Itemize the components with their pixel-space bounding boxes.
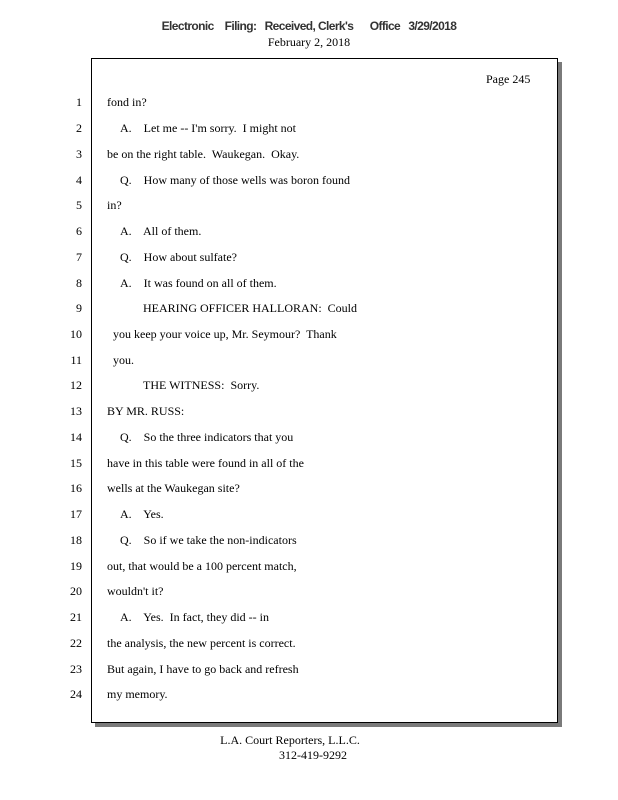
line-number: 7 — [76, 250, 82, 264]
transcript-line: wouldn't it? — [107, 584, 164, 598]
reporter-phone: 312-419-9292 — [279, 748, 347, 762]
line-number: 9 — [76, 301, 82, 315]
transcript-line: out, that would be a 100 percent match, — [107, 559, 297, 573]
transcript-line: Q. So if we take the non-indicators — [120, 533, 297, 547]
transcript-line: A. Yes. In fact, they did -- in — [120, 610, 269, 624]
line-number: 13 — [70, 404, 82, 418]
transcript-line: be on the right table. Waukegan. Okay. — [107, 147, 300, 161]
transcript-line: fond in? — [107, 95, 147, 109]
filing-stamp: Electronic Filing: Received, Clerk's Office 3/29/2018 — [161, 19, 457, 33]
line-number: 19 — [70, 559, 82, 573]
page-number: Page 245 — [486, 72, 531, 86]
transcript-line: Q. How many of those wells was boron found — [120, 173, 350, 187]
transcript-line: Q. So the three indicators that you — [120, 430, 294, 444]
transcript-line: A. Yes. — [120, 507, 164, 521]
reporter-firm: L.A. Court Reporters, L.L.C. — [220, 733, 360, 747]
line-number: 16 — [70, 481, 82, 495]
line-number: 2 — [76, 121, 82, 135]
transcript-line: you. — [113, 353, 134, 367]
line-number: 6 — [76, 224, 82, 238]
transcript-line: the analysis, the new percent is correct. — [107, 636, 296, 650]
line-number: 24 — [70, 687, 82, 701]
line-number: 21 — [70, 610, 82, 624]
line-number: 10 — [70, 327, 82, 341]
transcript-line: A. It was found on all of them. — [120, 276, 277, 290]
line-number: 4 — [76, 173, 82, 187]
transcript-line: But again, I have to go back and refresh — [107, 662, 299, 676]
line-number: 8 — [76, 276, 82, 290]
line-number: 11 — [70, 353, 82, 367]
line-number: 20 — [70, 584, 82, 598]
line-number: 3 — [76, 147, 82, 161]
transcript-line: HEARING OFFICER HALLORAN: Could — [143, 301, 358, 315]
line-number: 23 — [70, 662, 82, 676]
transcript-line: you keep your voice up, Mr. Seymour? Thank — [113, 327, 337, 341]
line-number: 5 — [76, 198, 82, 212]
line-number: 22 — [70, 636, 82, 650]
transcript-line: THE WITNESS: Sorry. — [143, 378, 260, 392]
line-number: 1 — [76, 95, 82, 109]
line-number: 17 — [70, 507, 82, 521]
line-number: 15 — [70, 456, 82, 470]
transcript-line: my memory. — [107, 687, 168, 701]
line-number: 18 — [70, 533, 82, 547]
transcript-line: have in this table were found in all of the — [107, 456, 304, 470]
transcript-line: A. Let me -- I'm sorry. I might not — [120, 121, 297, 135]
transcript-line: wells at the Waukegan site? — [107, 481, 240, 495]
transcript-line: A. All of them. — [120, 224, 202, 238]
line-number: 14 — [70, 430, 82, 444]
transcript-line: in? — [107, 198, 122, 212]
transcript-line: Q. How about sulfate? — [120, 250, 237, 264]
line-number: 12 — [70, 378, 82, 392]
transcript-line: BY MR. RUSS: — [107, 404, 185, 418]
header-date: February 2, 2018 — [267, 35, 351, 49]
